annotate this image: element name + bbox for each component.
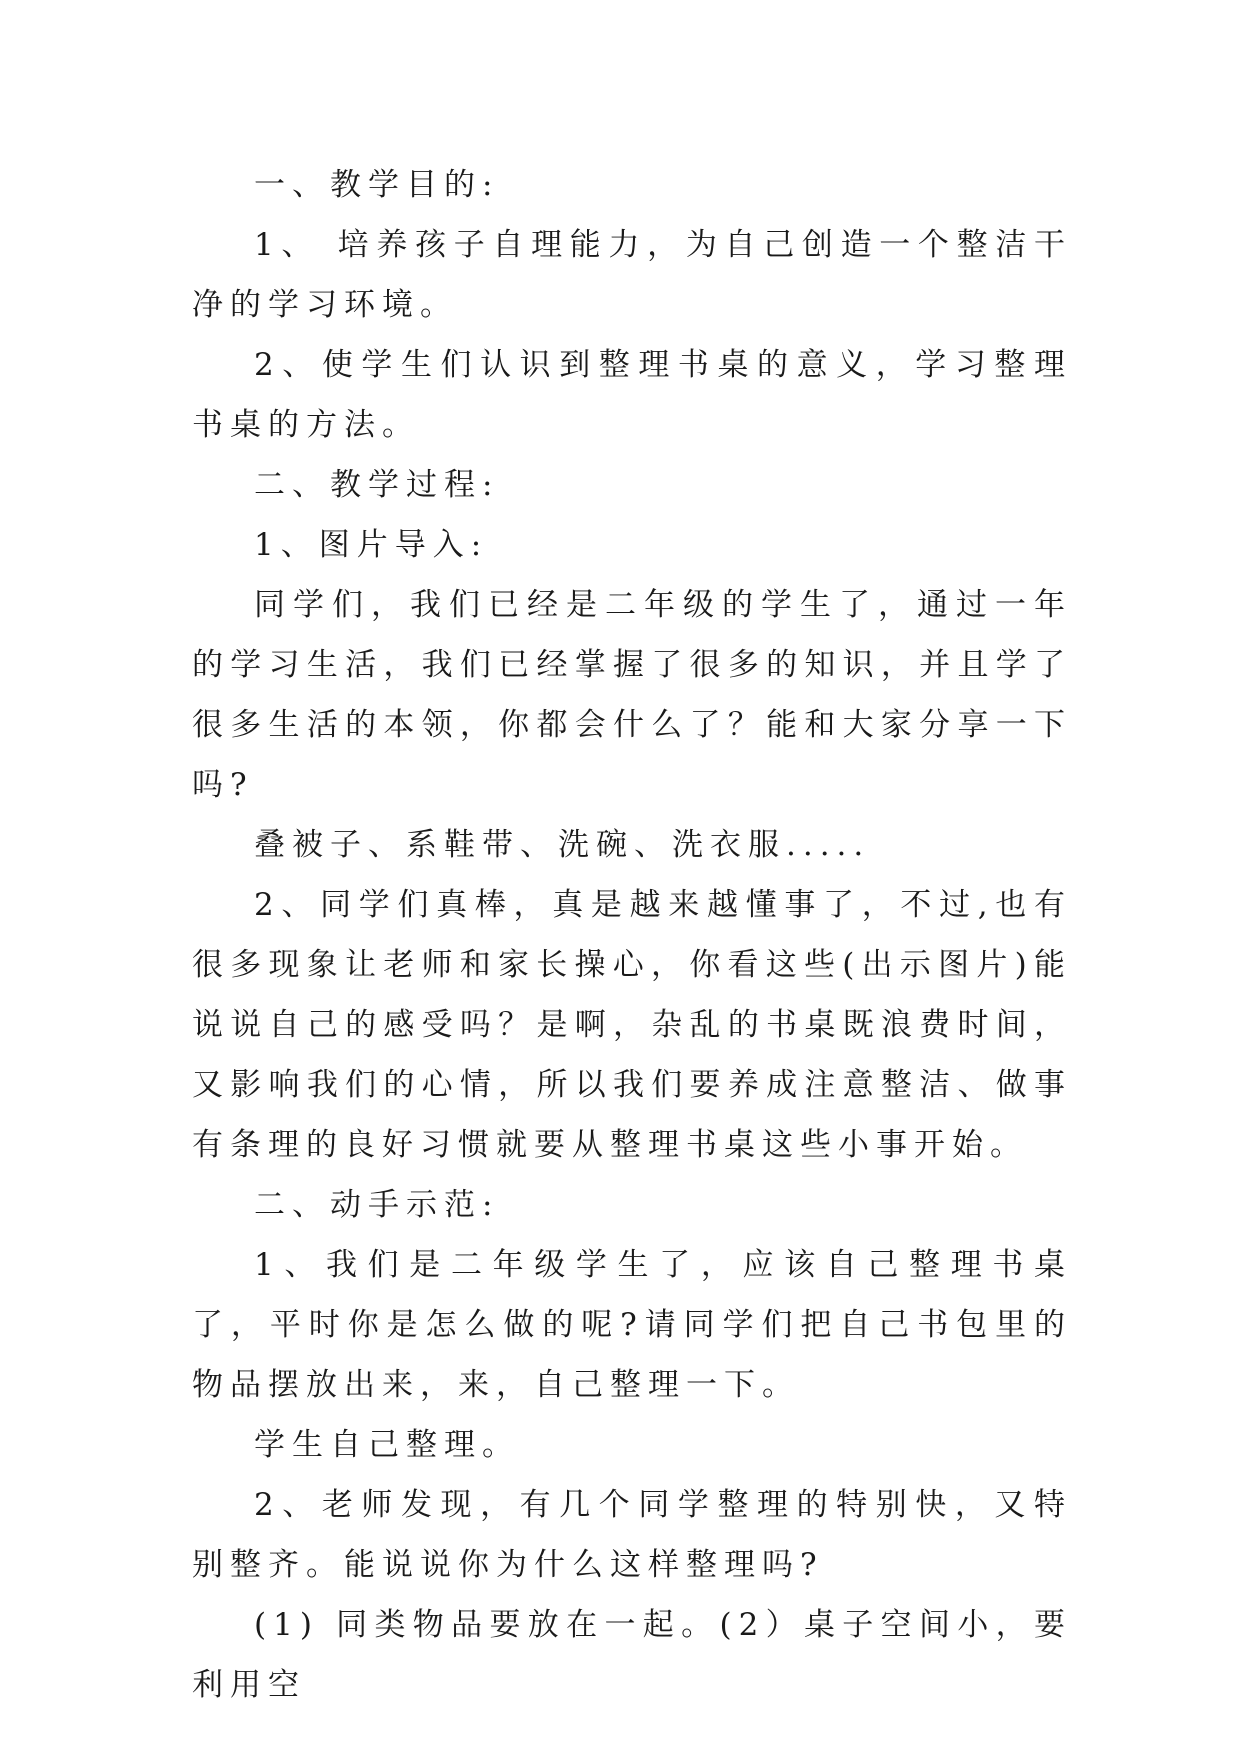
heading-teaching-process: 二、教学过程: xyxy=(254,467,500,503)
paragraph-organize-desk: 1、我们是二年级学生了，应该自己整理书桌了，平时你是怎么做的呢?请同学们把自己书包里的物品摆放出来，来，自己整理一下。 xyxy=(192,1247,1072,1403)
paragraph-skills-list: 叠被子、系鞋带、洗碗、洗衣服..... xyxy=(254,827,871,863)
paragraph-students-organize: 学生自己整理。 xyxy=(254,1427,520,1463)
heading-demonstration: 二、动手示范: xyxy=(254,1187,500,1223)
document-body xyxy=(192,155,1072,1715)
paragraph-goal-1: 1、 培养孩子自理能力，为自己创造一个整洁干净的学习环境。 xyxy=(192,227,1072,323)
paragraph-teacher-observation: 2、老师发现，有几个同学整理的特别快，又特别整齐。能说说你为什么这样整理吗? xyxy=(192,1487,1072,1583)
paragraph-tips: (1) 同类物品要放在一起。(2）桌子空间小，要利用空 xyxy=(192,1607,1072,1703)
subheading-picture-intro: 1、图片导入: xyxy=(254,527,489,563)
paragraph-intro-question: 同学们，我们已经是二年级的学生了，通过一年的学习生活，我们已经掌握了很多的知识，并且学了很多生活的本领，你都会什么了？能和大家分享一下吗? xyxy=(192,587,1072,803)
paragraph-goal-2: 2、使学生们认识到整理书桌的意义，学习整理书桌的方法。 xyxy=(192,347,1072,443)
paragraph-messy-desk: 2、同学们真棒，真是越来越懂事了，不过,也有很多现象让老师和家长操心，你看这些(出示图片)能说说自己的感受吗？是啊，杂乱的书桌既浪费时间，又影响我们的心情，所以我们要养成注意整洁、做事有条理的良好习惯就要从整理书桌这些小事开始。 xyxy=(192,887,1072,1163)
heading-teaching-goals: 一、教学目的: xyxy=(254,167,500,203)
